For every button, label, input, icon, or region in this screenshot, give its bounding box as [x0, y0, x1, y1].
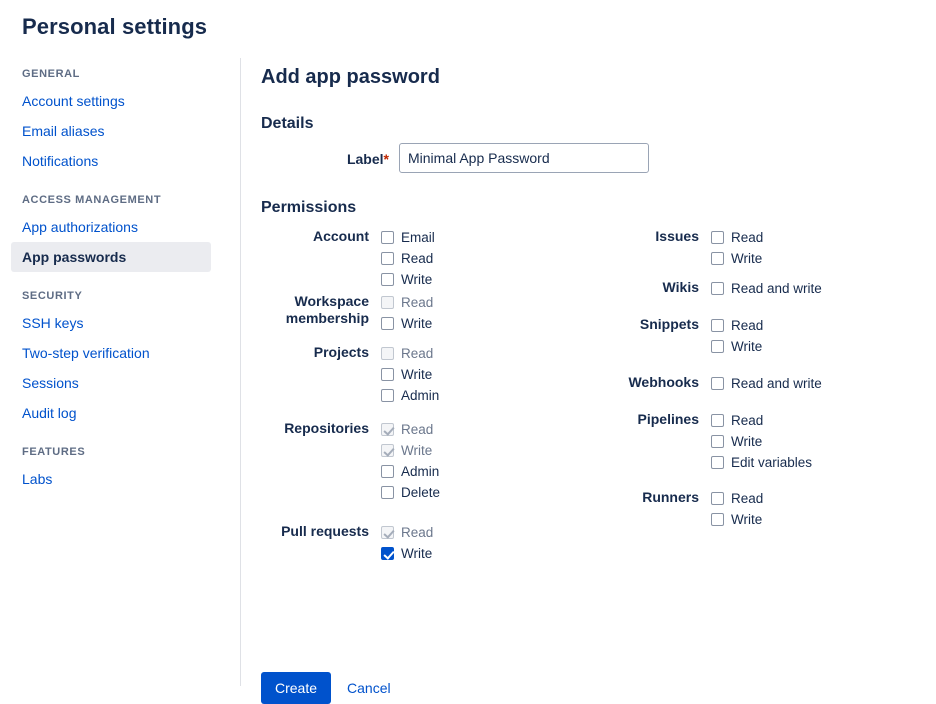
permission-group-label	[591, 410, 711, 473]
permission-option[interactable]	[711, 227, 763, 248]
label-field-text: Label	[346, 151, 384, 167]
permission-group-label	[591, 278, 711, 299]
permission-group-account	[261, 227, 435, 290]
checkbox-projects-read	[381, 347, 394, 360]
checkbox-issues-read[interactable]	[711, 231, 724, 244]
permission-options	[711, 315, 763, 357]
permission-option[interactable]	[711, 248, 763, 269]
permission-group-label-line1: Repositories	[284, 420, 369, 436]
permission-option-label: Write	[731, 512, 763, 527]
permission-group-label	[261, 419, 381, 503]
permission-option[interactable]	[711, 278, 822, 299]
checkbox-account-write[interactable]	[381, 273, 394, 286]
checkbox-snippets-read[interactable]	[711, 319, 724, 332]
permission-option[interactable]	[381, 482, 440, 503]
permission-group-pipelines	[591, 410, 812, 473]
permission-option[interactable]	[381, 292, 433, 313]
permission-group-snippets	[591, 315, 763, 357]
form-actions	[261, 672, 391, 704]
checkbox-repositories-admin[interactable]	[381, 465, 394, 478]
permission-option[interactable]	[381, 343, 439, 364]
permission-group-label	[591, 373, 711, 394]
checkbox-account-read[interactable]	[381, 252, 394, 265]
permission-options	[381, 292, 433, 334]
checkbox-pull-requests-write[interactable]	[381, 547, 394, 560]
permission-group-label-line1: Projects	[313, 344, 369, 360]
permission-option[interactable]	[711, 373, 822, 394]
permission-option[interactable]	[381, 248, 435, 269]
checkbox-repositories-read	[381, 423, 394, 436]
sidebar-item-notifications[interactable]: Notifications	[22, 153, 99, 169]
permission-option-label: Edit variables	[731, 455, 813, 470]
permission-option[interactable]	[381, 313, 433, 334]
page-title: Personal settings	[22, 14, 208, 39]
permission-option-label: Write	[731, 251, 763, 266]
permission-option-label: Read	[401, 525, 434, 540]
permission-option-label: Read	[401, 346, 434, 361]
permission-group-label-line1: Wikis	[662, 279, 699, 295]
cancel-link[interactable]: Cancel	[347, 680, 391, 696]
permission-options	[711, 373, 822, 394]
checkbox-projects-admin[interactable]	[381, 389, 394, 402]
details-heading: Details	[261, 115, 314, 132]
permission-option[interactable]	[381, 364, 439, 385]
permission-option[interactable]	[381, 461, 440, 482]
permission-group-workspace	[261, 292, 433, 334]
label-field-label	[261, 143, 399, 167]
sidebar-item-email-aliases[interactable]: Email aliases	[22, 123, 105, 139]
permission-option-label: Write	[731, 339, 763, 354]
sidebar-item-labs[interactable]: Labs	[22, 471, 53, 487]
permission-option[interactable]	[381, 269, 435, 290]
checkbox-runners-read[interactable]	[711, 492, 724, 505]
checkbox-pipelines-edit-variables[interactable]	[711, 456, 724, 469]
permission-group-issues	[591, 227, 763, 269]
permission-option-label: Read	[731, 230, 764, 245]
checkbox-issues-write[interactable]	[711, 252, 724, 265]
checkbox-webhooks-read-and-write[interactable]	[711, 377, 724, 390]
permission-options	[381, 227, 435, 290]
checkbox-pipelines-read[interactable]	[711, 414, 724, 427]
permission-group-projects	[261, 343, 439, 406]
sidebar-section-title: GENERAL	[22, 68, 80, 80]
checkbox-wikis-read-and-write[interactable]	[711, 282, 724, 295]
required-asterisk: *	[383, 151, 389, 167]
label-field-row	[261, 143, 921, 173]
label-input[interactable]	[399, 143, 649, 173]
permission-option[interactable]	[711, 452, 812, 473]
permission-option-label: Read	[731, 491, 764, 506]
checkbox-account-email[interactable]	[381, 231, 394, 244]
permission-option-label: Delete	[401, 485, 441, 500]
permission-option[interactable]	[381, 543, 433, 564]
permission-group-label-line2: membership	[285, 310, 369, 326]
permission-option-label: Read	[401, 295, 434, 310]
permission-group-webhooks	[591, 373, 822, 394]
sidebar-item-two-step-verification[interactable]: Two-step verification	[22, 345, 150, 361]
permission-option[interactable]	[381, 227, 435, 248]
main-content	[261, 58, 921, 561]
permission-options	[711, 488, 763, 530]
permission-option-label: Read	[401, 422, 434, 437]
permission-options	[381, 419, 440, 503]
checkbox-repositories-delete[interactable]	[381, 486, 394, 499]
permission-option-label: Write	[401, 367, 433, 382]
permission-group-label-line1: Snippets	[639, 316, 699, 332]
permission-group-repositories	[261, 419, 440, 503]
permission-option[interactable]	[381, 522, 433, 543]
permission-option-label: Read	[731, 413, 764, 428]
permission-option[interactable]	[711, 431, 812, 452]
permission-option-label: Write	[401, 443, 433, 458]
sidebar-section-title: FEATURES	[22, 446, 86, 458]
permission-option-label: Write	[401, 316, 433, 331]
permission-option-label: Read	[731, 318, 764, 333]
permission-option[interactable]	[711, 315, 763, 336]
permission-option[interactable]	[711, 410, 812, 431]
checkbox-repositories-write	[381, 444, 394, 457]
permission-options	[381, 343, 439, 406]
permission-group-pull-requests	[261, 522, 433, 564]
permission-option[interactable]	[711, 336, 763, 357]
sidebar-section-title: ACCESS MANAGEMENT	[22, 194, 162, 206]
create-button[interactable]: Create	[261, 672, 331, 704]
sidebar-item-sessions[interactable]: Sessions	[22, 375, 79, 391]
permission-option-label: Read	[401, 251, 434, 266]
checkbox-workspace-write[interactable]	[381, 317, 394, 330]
sidebar-section-title: SECURITY	[22, 290, 83, 302]
permission-group-label-line1: Workspace	[294, 293, 369, 309]
checkbox-snippets-write[interactable]	[711, 340, 724, 353]
permission-group-label	[261, 522, 381, 564]
permission-option[interactable]	[711, 488, 763, 509]
permission-group-label-line1: Pipelines	[637, 411, 699, 427]
permission-group-wikis	[591, 278, 822, 299]
permission-option-label: Email	[401, 230, 435, 245]
permission-group-label	[591, 488, 711, 530]
permissions-heading: Permissions	[261, 199, 357, 216]
permission-group-label-line1: Account	[313, 228, 369, 244]
permission-option-label: Write	[401, 546, 433, 561]
permission-option-label: Read and write	[731, 376, 822, 391]
permission-option-label: Admin	[401, 388, 440, 403]
permission-option[interactable]	[381, 440, 440, 461]
sidebar-item-account-settings[interactable]: Account settings	[22, 93, 125, 109]
permission-group-label-line1: Runners	[642, 489, 699, 505]
sidebar	[0, 58, 240, 494]
permission-option[interactable]	[381, 419, 440, 440]
permission-group-label	[261, 343, 381, 406]
checkbox-workspace-read	[381, 296, 394, 309]
sidebar-item-audit-log[interactable]: Audit log	[22, 405, 77, 421]
permission-group-label-line1: Webhooks	[628, 374, 699, 390]
permission-options	[711, 410, 812, 473]
permission-option-label: Write	[401, 272, 433, 287]
checkbox-pipelines-write[interactable]	[711, 435, 724, 448]
sidebar-item-app-authorizations[interactable]: App authorizations	[22, 219, 138, 235]
permission-option-label: Admin	[401, 464, 440, 479]
checkbox-runners-write[interactable]	[711, 513, 724, 526]
checkbox-pull-requests-read	[381, 526, 394, 539]
permission-group-label	[591, 227, 711, 269]
permission-group-label	[261, 227, 381, 290]
permission-group-label	[591, 315, 711, 357]
permission-group-label-line1: Issues	[655, 228, 699, 244]
sidebar-item-ssh-keys[interactable]: SSH keys	[22, 315, 84, 331]
permission-options	[711, 227, 763, 269]
permission-option[interactable]	[381, 385, 439, 406]
permission-option-label: Write	[731, 434, 763, 449]
main-heading: Add app password	[261, 66, 440, 88]
permission-options	[711, 278, 822, 299]
permission-option[interactable]	[711, 509, 763, 530]
permission-group-runners	[591, 488, 763, 530]
permission-options	[381, 522, 433, 564]
permission-group-label	[261, 292, 381, 334]
sidebar-item-app-passwords[interactable]: App passwords	[11, 242, 211, 272]
permission-group-label-line1: Pull requests	[281, 523, 369, 539]
checkbox-projects-write[interactable]	[381, 368, 394, 381]
permission-option-label: Read and write	[731, 281, 822, 296]
sidebar-divider	[240, 58, 241, 686]
